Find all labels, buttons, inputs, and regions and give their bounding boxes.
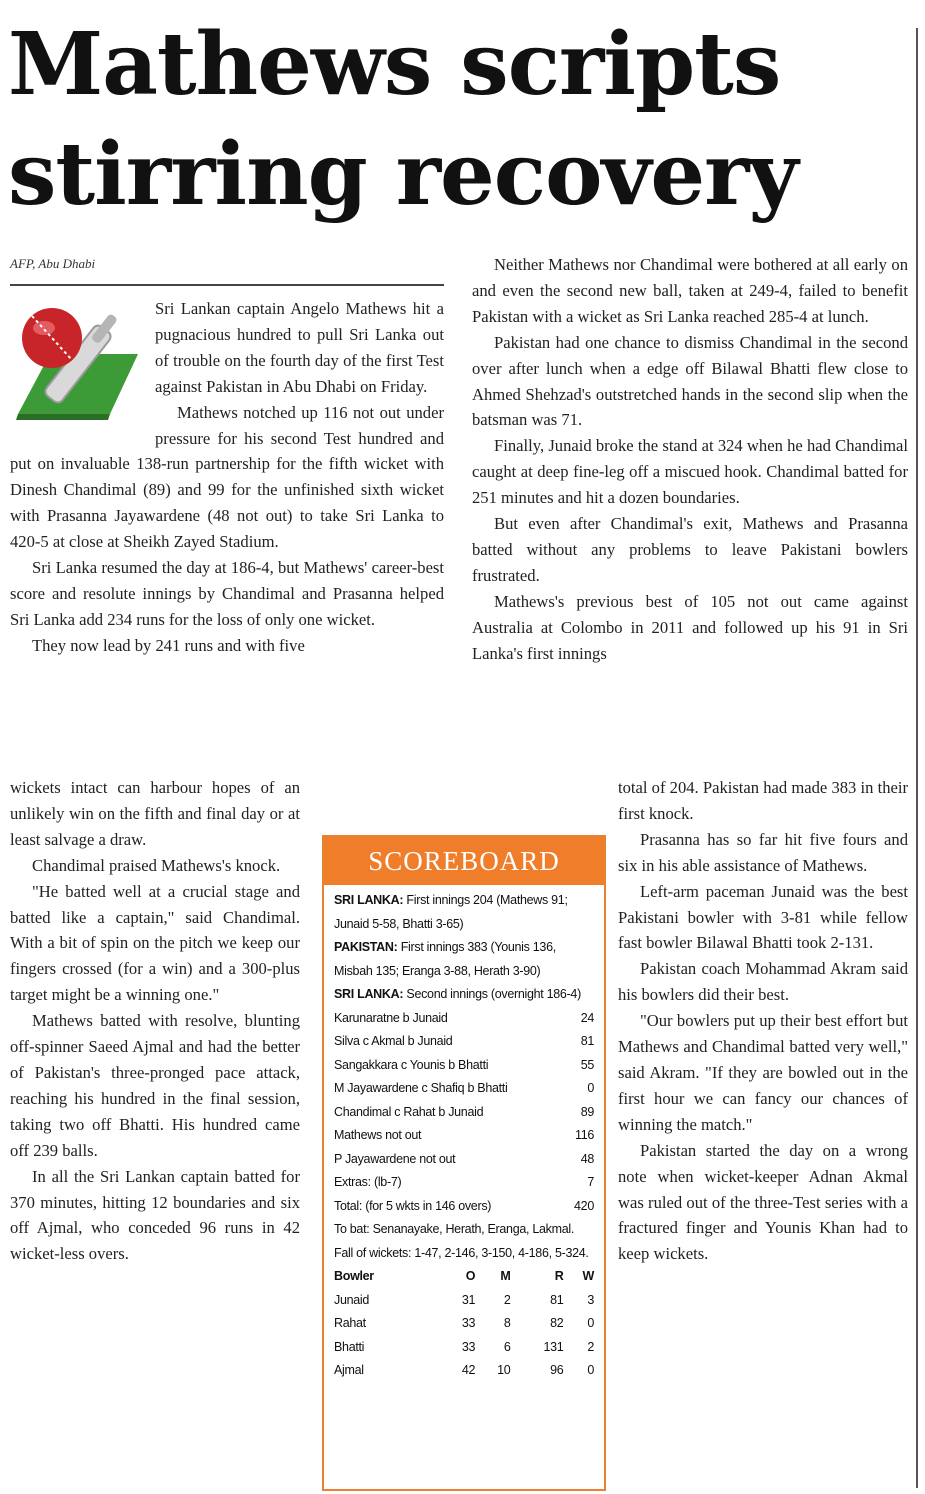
team-label: SRI LANKA: bbox=[334, 987, 404, 1001]
runs: 0 bbox=[587, 1081, 594, 1095]
innings-summary: First innings 383 (Younis 136, Misbah 135; Eranga 3-88, Herath 3-90) bbox=[334, 940, 556, 978]
paragraph: "Our bowlers put up their best effort but Mathews and Chandimal batted very well," said Akram. "If they are bowled out in the first hour we can fancy our chances of winning the match." bbox=[618, 1011, 908, 1134]
byline-rule bbox=[10, 284, 444, 286]
maidens: 2 bbox=[503, 1292, 511, 1307]
batsman: Sangakkara c Younis b Bhatti bbox=[334, 1057, 489, 1072]
headline: Mathews scripts stirring recovery bbox=[8, 14, 798, 225]
batsman: Extras: (lb-7) bbox=[334, 1175, 402, 1189]
batting-row bbox=[334, 1054, 594, 1078]
wickets: 0 bbox=[587, 1363, 594, 1377]
overs: 33 bbox=[461, 1339, 476, 1354]
paragraph: Prasanna has so far hit five fours and six in his able assistance of Mathews. bbox=[618, 829, 908, 875]
batsman: P Jayawardene not out bbox=[334, 1151, 456, 1166]
runs: 55 bbox=[580, 1057, 594, 1072]
paragraph: Pakistan coach Mohammad Akram said his bowlers did their best. bbox=[618, 959, 908, 1005]
column-rule bbox=[916, 28, 918, 1488]
wickets: 0 bbox=[587, 1316, 594, 1330]
batting-row bbox=[334, 1124, 594, 1148]
innings-summary: Second innings (overnight 186-4) bbox=[406, 987, 581, 1001]
article-column-1 bbox=[10, 296, 444, 659]
runs: 82 bbox=[550, 1316, 564, 1330]
paragraph: Sri Lanka resumed the day at 186-4, but Mathews' career-best score and resolute innings by Chandimal and Prasanna helped Sri Lanka add 234 runs for the loss of only one wicket. bbox=[10, 558, 444, 629]
bowling-row bbox=[334, 1312, 594, 1336]
paragraph: Finally, Junaid broke the stand at 324 when he had Chandimal caught at deep fine-leg off a miscued hook. Chandimal batted for 251 minutes and hit a dozen boundaries. bbox=[472, 436, 908, 508]
scoreboard-title: SCOREBOARD bbox=[324, 837, 604, 885]
header-bowler: Bowler bbox=[334, 1269, 374, 1283]
runs: 81 bbox=[550, 1292, 564, 1307]
scoreboard-box bbox=[322, 835, 606, 1491]
fall-of-wickets: Fall of wickets: 1-47, 2-146, 3-150, 4-186, 5-324. bbox=[334, 1245, 589, 1260]
article-column-2-continued bbox=[618, 775, 908, 1267]
byline: AFP, Abu Dhabi bbox=[10, 256, 96, 271]
runs: 420 bbox=[574, 1198, 594, 1213]
runs: 81 bbox=[580, 1034, 594, 1048]
bowling-row bbox=[334, 1336, 594, 1360]
cricket-icon bbox=[10, 296, 145, 426]
to-bat: To bat: Senanayake, Herath, Eranga, Lakmal. bbox=[334, 1222, 575, 1236]
bowler: Ajmal bbox=[334, 1363, 364, 1377]
paragraph: But even after Chandimal's exit, Mathews and Prasanna batted without any problems to leave Pakistani bowlers frustrated. bbox=[472, 514, 908, 585]
maidens: 6 bbox=[503, 1339, 511, 1354]
paragraph: Pakistan had one chance to dismiss Chandimal in the second over after lunch when a edge off Bilawal Bhatti flew close to Ahmed Shehzad's outstretched hands in the second slip when the batsman was 71. bbox=[472, 332, 908, 430]
batting-row bbox=[334, 1101, 594, 1125]
wickets: 3 bbox=[587, 1292, 594, 1307]
extras-row bbox=[334, 1171, 594, 1195]
bowling-table bbox=[334, 1265, 594, 1383]
bowling-row bbox=[334, 1289, 594, 1313]
paragraph: Neither Mathews nor Chandimal were bothered at all early on and even the second new ball, taken at 249-4, failed to benefit Pakistan with a wicket as Sri Lanka reached 285-4 at lunch. bbox=[472, 255, 908, 326]
batsman: Karunaratne b Junaid bbox=[334, 1010, 448, 1025]
batsman: Silva c Akmal b Junaid bbox=[334, 1034, 453, 1048]
overs: 33 bbox=[461, 1316, 476, 1330]
paragraph: Mathews notched up 116 not out under pressure for his second Test hundred and put on invaluable 138-run partnership for the fifth wicket with Dinesh Chandimal (89) and 99 for the unfinished sixth wicket with Prasanna Jayawardene (48 not out) to take Sri Lanka to 420-5 at close at Sheikh Zayed Stadium. bbox=[10, 402, 444, 552]
runs: 96 bbox=[550, 1363, 564, 1377]
paragraph: In all the Sri Lankan captain batted for 370 minutes, hitting 12 boundaries and six off Ajmal, who conceded 96 runs in 42 wicket-less overs. bbox=[10, 1166, 300, 1264]
paragraph: Pakistan started the day on a wrong note when wicket-keeper Adnan Akmal was ruled out of the three-Test series with a fractured finger and Younis Khan had to keep wickets. bbox=[618, 1140, 908, 1264]
batsman: M Jayawardene c Shafiq b Bhatti bbox=[334, 1081, 508, 1095]
paragraph: wickets intact can harbour hopes of an unlikely win on the fifth and final day or at least salvage a draw. bbox=[10, 778, 300, 849]
runs: 89 bbox=[580, 1104, 594, 1119]
batting-row bbox=[334, 1148, 594, 1172]
paragraph: Sri Lankan captain Angelo Mathews hit a pugnacious hundred to pull Sri Lanka out of trouble on the fourth day of the first Test against Pakistan in Abu Dhabi on Friday. bbox=[155, 299, 444, 396]
overs: 31 bbox=[461, 1292, 476, 1307]
paragraph: "He batted well at a crucial stage and batted like a captain," said Chandimal. With a bit of spin on the pitch we keep our fingers crossed (for a win) and a 300-plus target might be a winning one." bbox=[10, 881, 300, 1005]
runs: 116 bbox=[574, 1128, 594, 1142]
paragraph: They now lead by 241 runs and with five bbox=[32, 635, 305, 655]
runs: 24 bbox=[580, 1010, 594, 1025]
maidens: 8 bbox=[503, 1316, 511, 1330]
sl-first-innings bbox=[334, 889, 594, 936]
batting-row bbox=[334, 1007, 594, 1031]
header-maidens: M bbox=[500, 1269, 511, 1283]
header-overs: O bbox=[465, 1269, 476, 1283]
paragraph: total of 204. Pakistan had made 383 in their first knock. bbox=[618, 778, 908, 823]
bowling-header-row bbox=[334, 1265, 594, 1289]
paragraph: Mathews's previous best of 105 not out came against Australia at Colombo in 2011 and followed up his 91 in Sri Lanka's first innings bbox=[472, 591, 908, 663]
runs: 131 bbox=[543, 1339, 564, 1354]
total-row bbox=[334, 1195, 594, 1219]
paragraph: Left-arm paceman Junaid was the best Pakistani bowler with 3-81 while fellow fast bowler Bilawal Bhatti took 2-131. bbox=[618, 881, 908, 953]
header-wickets: W bbox=[582, 1269, 594, 1283]
batsman: Total: (for 5 wkts in 146 overs) bbox=[334, 1198, 492, 1213]
bowler: Rahat bbox=[334, 1316, 366, 1330]
maidens: 10 bbox=[497, 1363, 511, 1377]
batting-row bbox=[334, 1030, 594, 1054]
pak-first-innings bbox=[334, 936, 594, 983]
runs: 48 bbox=[580, 1151, 594, 1166]
header-runs: R bbox=[554, 1269, 564, 1283]
article-column-2 bbox=[472, 252, 908, 667]
article-column-1-continued bbox=[10, 775, 300, 1267]
overs: 42 bbox=[461, 1363, 476, 1377]
bowler: Junaid bbox=[334, 1292, 370, 1307]
team-label: SRI LANKA: bbox=[334, 893, 404, 907]
batsman: Chandimal c Rahat b Junaid bbox=[334, 1104, 484, 1119]
wickets: 2 bbox=[587, 1339, 594, 1354]
bowler: Bhatti bbox=[334, 1339, 365, 1354]
runs: 7 bbox=[587, 1175, 594, 1189]
batsman: Mathews not out bbox=[334, 1128, 422, 1142]
sl-second-innings bbox=[334, 983, 594, 1007]
paragraph: Mathews batted with resolve, blunting off-spinner Saeed Ajmal and had the better of Pakistan's three-pronged pace attack, reaching his hundred in the final session, taking two off Bhatti. His hundred came off 239 balls. bbox=[10, 1011, 300, 1160]
bowling-row bbox=[334, 1359, 594, 1383]
team-label: PAKISTAN: bbox=[334, 940, 398, 954]
innings-summary: First innings 204 (Mathews 91; Junaid 5-58, Bhatti 3-65) bbox=[334, 893, 568, 931]
paragraph: Chandimal praised Mathews's knock. bbox=[32, 855, 281, 875]
batting-row bbox=[334, 1077, 594, 1101]
